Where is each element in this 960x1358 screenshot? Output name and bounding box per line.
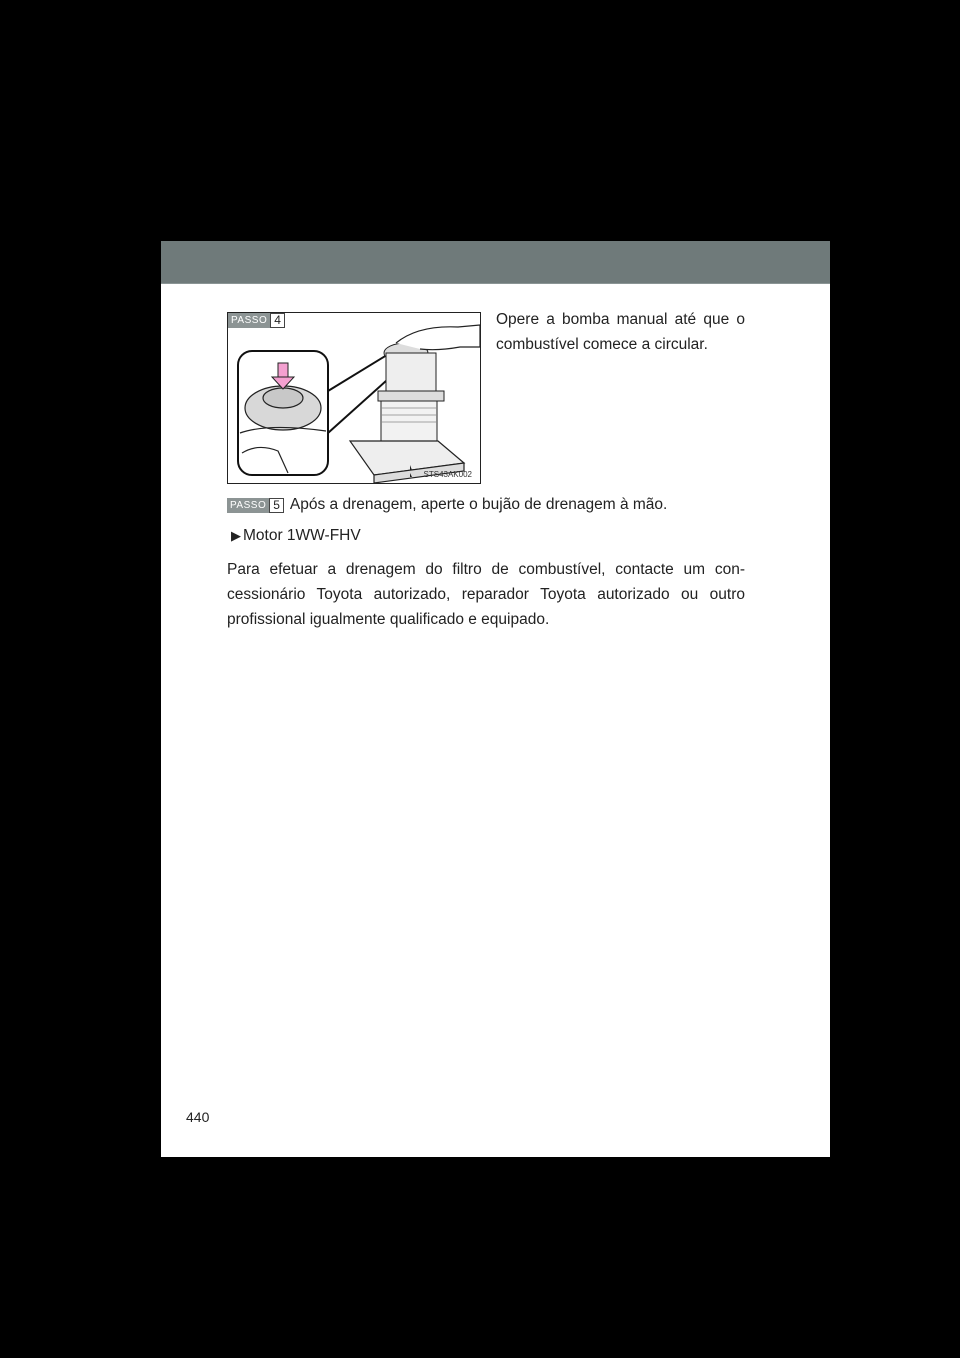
fuel-filter-illustration bbox=[227, 312, 481, 484]
header-bar bbox=[161, 241, 830, 284]
page-number: 440 bbox=[186, 1109, 210, 1125]
engine-heading-text: Motor 1WW-FHV bbox=[243, 527, 361, 544]
triangle-right-icon: ▶ bbox=[231, 528, 241, 543]
step-label: PASSO bbox=[227, 498, 269, 513]
figure-code: STS43AK002 bbox=[423, 470, 472, 479]
step5-instruction: Após a drenagem, aperte o bujão de drenagem à mão. bbox=[289, 496, 668, 513]
step4-instruction: Opere a bomba manual até que o combustível comece a circular. bbox=[496, 311, 745, 353]
step-number: 5 bbox=[269, 498, 284, 513]
step5-row bbox=[227, 496, 747, 514]
step5-badge bbox=[227, 498, 284, 513]
body-paragraph: Para efetuar a drenagem do filtro de combustível, contacte um con-cessionário Toyota autorizado, reparador Toyota autorizado ou outro profissional igualmente qualificado e equipado. bbox=[227, 561, 745, 628]
manual-page bbox=[161, 241, 830, 1157]
step-number: 4 bbox=[270, 313, 285, 328]
step-label: PASSO bbox=[228, 313, 270, 328]
pump-drawing bbox=[228, 313, 480, 483]
figure-step-badge bbox=[228, 313, 285, 328]
engine-heading bbox=[231, 527, 361, 545]
